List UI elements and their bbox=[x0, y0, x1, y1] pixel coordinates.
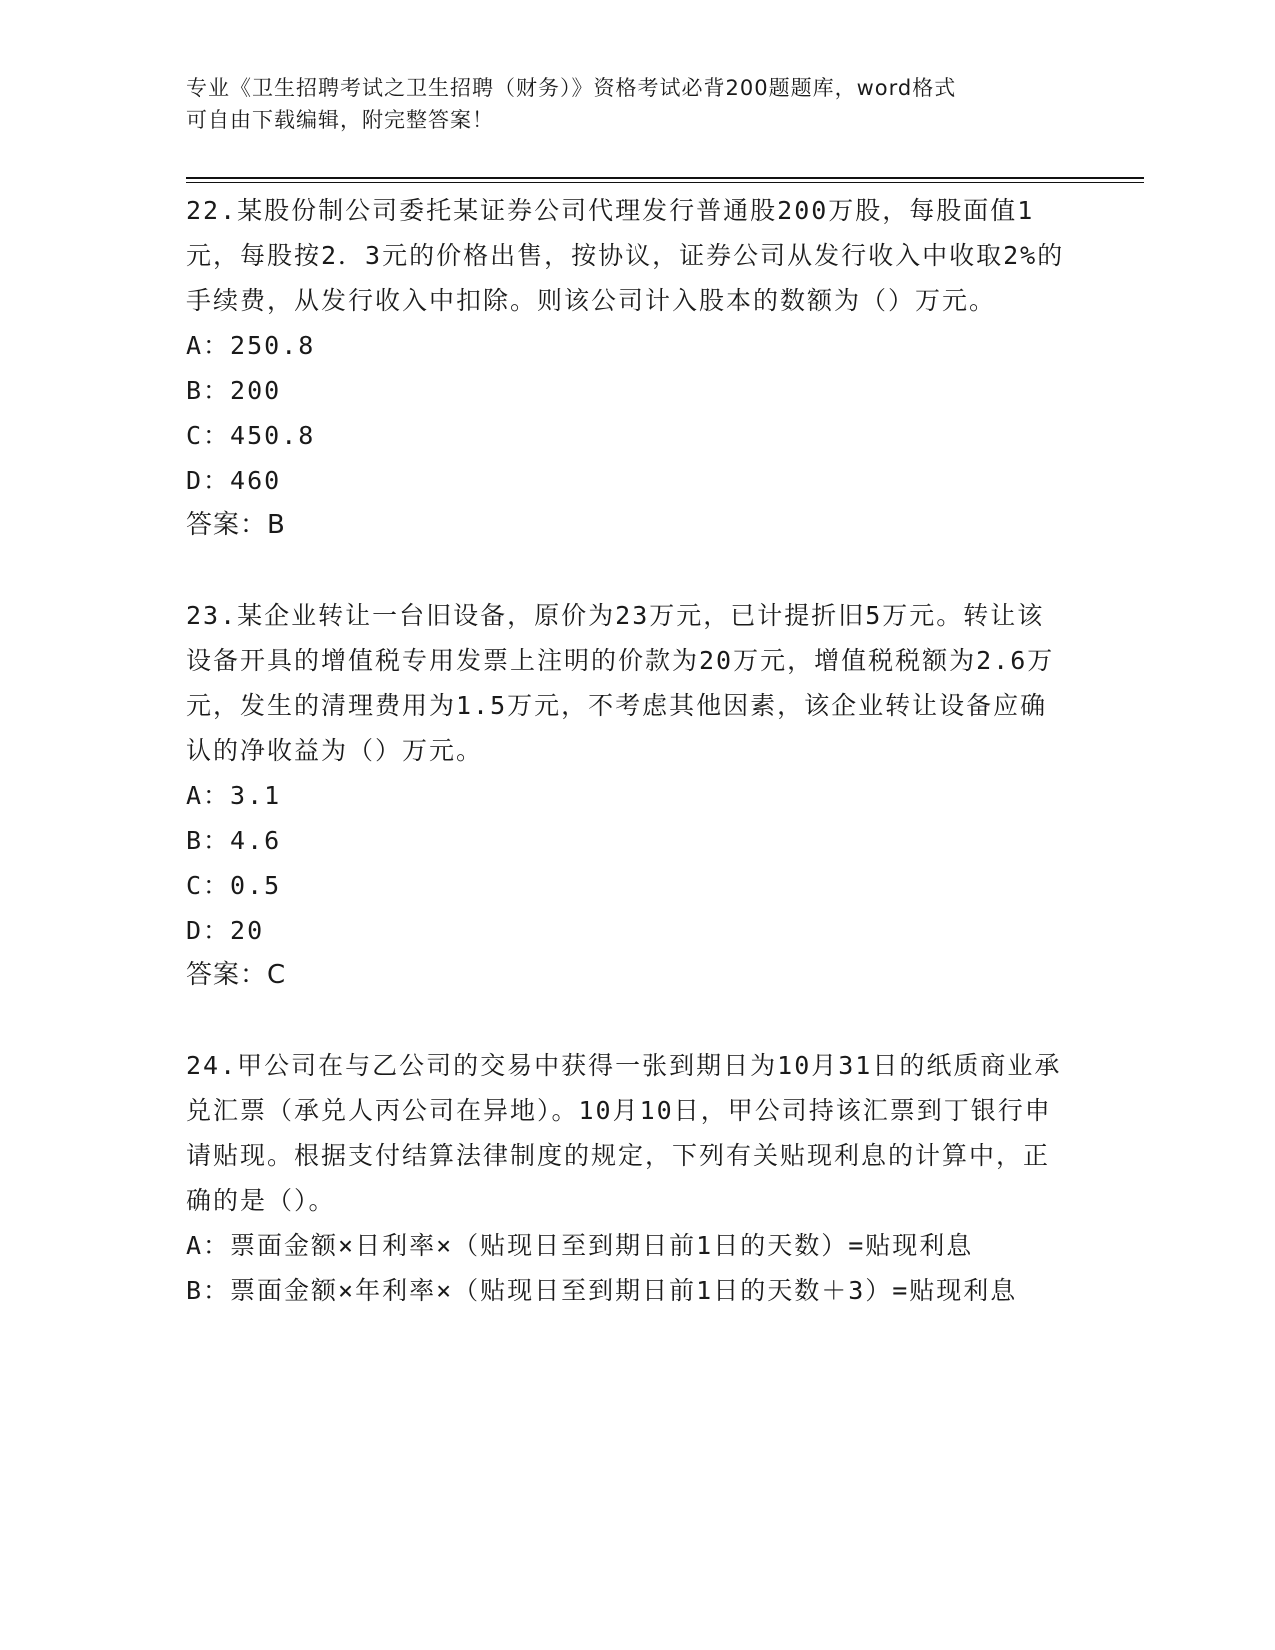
header-line-2: 可自由下载编辑，附完整答案！ bbox=[186, 108, 494, 132]
header-line-1: 专业《卫生招聘考试之卫生招聘（财务）》资格考试必背200题题库，word格式 bbox=[186, 76, 957, 100]
option-c: C：0.5 bbox=[186, 871, 282, 900]
option-d: D：20 bbox=[186, 916, 265, 945]
question-23 bbox=[186, 593, 1066, 998]
header-divider-thin bbox=[186, 182, 1144, 183]
document-header bbox=[186, 72, 1086, 136]
option-b: B：200 bbox=[186, 376, 282, 405]
question-22 bbox=[186, 188, 1066, 548]
question-list bbox=[186, 188, 1066, 1313]
option-c: C：450.8 bbox=[186, 421, 316, 450]
option-a: A：250.8 bbox=[186, 331, 316, 360]
question-text: 23.某企业转让一台旧设备，原价为23万元，已计提折旧5万元。转让该设备开具的增值税专用发票上注明的价款为20万元，增值税税额为2.6万元，发生的清理费用为1.5万元，不考虑其他因素，该企业转让设备应确认的净收益为（）万元。 bbox=[186, 601, 1055, 765]
option-b: B：票面金额×年利率×（贴现日至到期日前1日的天数＋3）=贴现利息 bbox=[186, 1276, 1018, 1305]
option-d: D：460 bbox=[186, 466, 282, 495]
answer: 答案：B bbox=[186, 510, 286, 540]
question-spacer bbox=[186, 548, 1066, 593]
question-text: 22.某股份制公司委托某证券公司代理发行普通股200万股，每股面值1元，每股按2．3元的价格出售，按协议，证券公司从发行收入中收取2%的手续费，从发行收入中扣除。则该公司计入股本的数额为（）万元。 bbox=[186, 196, 1065, 315]
question-text: 24.甲公司在与乙公司的交易中获得一张到期日为10月31日的纸质商业承兑汇票（承兑人丙公司在异地）。10月10日，甲公司持该汇票到丁银行申请贴现。根据支付结算法律制度的规定，下列有关贴现利息的计算中，正确的是（）。 bbox=[186, 1051, 1062, 1215]
question-spacer bbox=[186, 998, 1066, 1043]
option-b: B：4.6 bbox=[186, 826, 282, 855]
question-24 bbox=[186, 1043, 1066, 1313]
header-divider-thick bbox=[186, 177, 1144, 179]
answer: 答案：C bbox=[186, 960, 287, 990]
option-a: A：3.1 bbox=[186, 781, 282, 810]
option-a: A：票面金额×日利率×（贴现日至到期日前1日的天数）=贴现利息 bbox=[186, 1231, 974, 1260]
